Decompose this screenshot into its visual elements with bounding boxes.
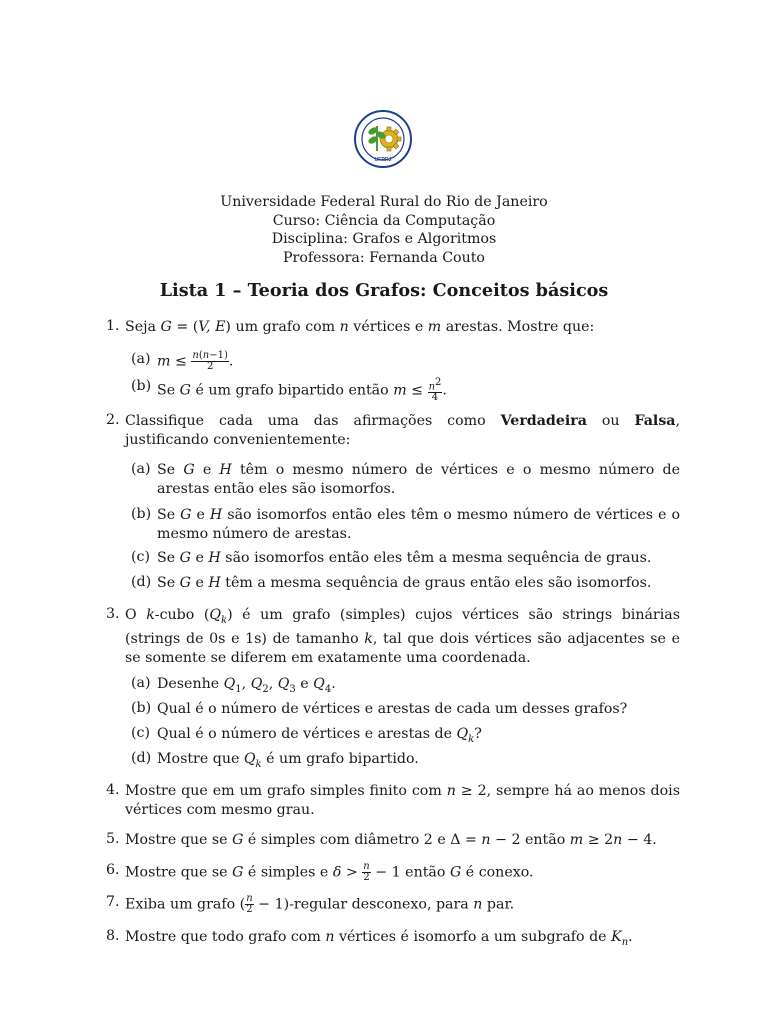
item-label: (d) <box>131 750 152 766</box>
university-name: Universidade Federal Rural do Rio de Janeiro <box>220 194 548 210</box>
question-text: Classifique cada uma das afirmações como Verdadeira ou Falsa, justificando convenientemente: <box>125 413 681 448</box>
item-text: Se G e H são isomorfos então eles têm o mesmo número de vértices e o mesmo número de arestas. <box>157 507 680 542</box>
professor-name: Professora: Fernanda Couto <box>283 249 485 266</box>
question-text: O k-cubo $(Q_k)$ é um grafo (simples) cujos vértices são strings binárias (strings de 0s e 1s) de tamanho k, tal que dois vértices são adjacentes se e se somente se diferem em exatamente uma coordenada. <box>125 607 680 666</box>
item-label: (c) <box>131 549 151 565</box>
question-number: 8. <box>106 928 120 944</box>
item-label: (b) <box>131 700 152 716</box>
discipline-name: Disciplina: Grafos e Algoritmos <box>271 231 497 247</box>
page-title: Lista 1 – Teoria dos Grafos: Conceitos básicos <box>159 280 609 301</box>
course-name: Curso: Ciência da Computação <box>272 212 496 229</box>
question-text: Mostre que todo grafo com n vértices é isomorfo a um subgrafo de $K_n$. <box>125 929 633 948</box>
question-number: 4. <box>106 782 120 798</box>
question-text: Seja G = (V, E) um grafo com n vértices e m arestas. Mostre que: <box>125 319 595 335</box>
question-number: 2. <box>106 412 120 428</box>
logo-lettering: UFRRJ <box>374 157 392 163</box>
document-header <box>0 193 768 267</box>
item-label: (c) <box>131 725 151 741</box>
item-label: (a) <box>131 675 151 691</box>
item-text: m ≤ $\frac{n(n-1)}{2}$ . <box>157 350 234 372</box>
item-text: Se G e H são isomorfos então eles têm a mesma sequência de graus. <box>157 550 652 566</box>
question-text: Mostre que se G é simples e δ > $\frac{n}{2}$ − 1 então G é conexo. <box>125 861 534 883</box>
item-label: (d) <box>131 574 152 590</box>
item-text: Desenhe $Q_1$, $Q_2$, $Q_3$ e $Q_4$. <box>157 676 336 695</box>
question-text: Mostre que se G é simples com diâmetro 2 e Δ = n − 2 então m ≥ 2n − 4. <box>125 832 657 848</box>
question-number: 7. <box>106 894 120 910</box>
question-number: 6. <box>106 862 120 878</box>
item-text: Se G e H têm a mesma sequência de graus então eles são isomorfos. <box>157 575 652 591</box>
item-text: Mostre que $Q_k$ é um grafo bipartido. <box>157 751 419 770</box>
item-text: Se G e H têm o mesmo número de vértices e o mesmo número de arestas então eles são isomorfos. <box>157 462 680 497</box>
item-text: Qual é o número de vértices e arestas de cada um desses grafos? <box>157 701 628 717</box>
item-text: Se G é um grafo bipartido então m ≤ $\frac{n^2}{4}$ . <box>157 377 447 404</box>
question-text: Exiba um grafo ( $\frac{n}{2}$ − 1)-regular desconexo, para n par. <box>125 893 515 915</box>
question-text: Mostre que em um grafo simples finito com n ≥ 2, sempre há ao menos dois vértices com mesmo grau. <box>125 783 680 818</box>
item-label: (b) <box>131 506 152 522</box>
question-number: 5. <box>106 831 120 847</box>
plant-icon <box>369 126 386 151</box>
item-label: (a) <box>131 351 151 367</box>
item-text: Qual é o número de vértices e arestas de $Q_k$? <box>157 726 482 745</box>
question-number: 3. <box>106 606 120 622</box>
university-seal-logo <box>353 109 413 169</box>
question-number: 1. <box>106 318 120 334</box>
item-label: (a) <box>131 461 151 477</box>
item-label: (b) <box>131 378 152 394</box>
